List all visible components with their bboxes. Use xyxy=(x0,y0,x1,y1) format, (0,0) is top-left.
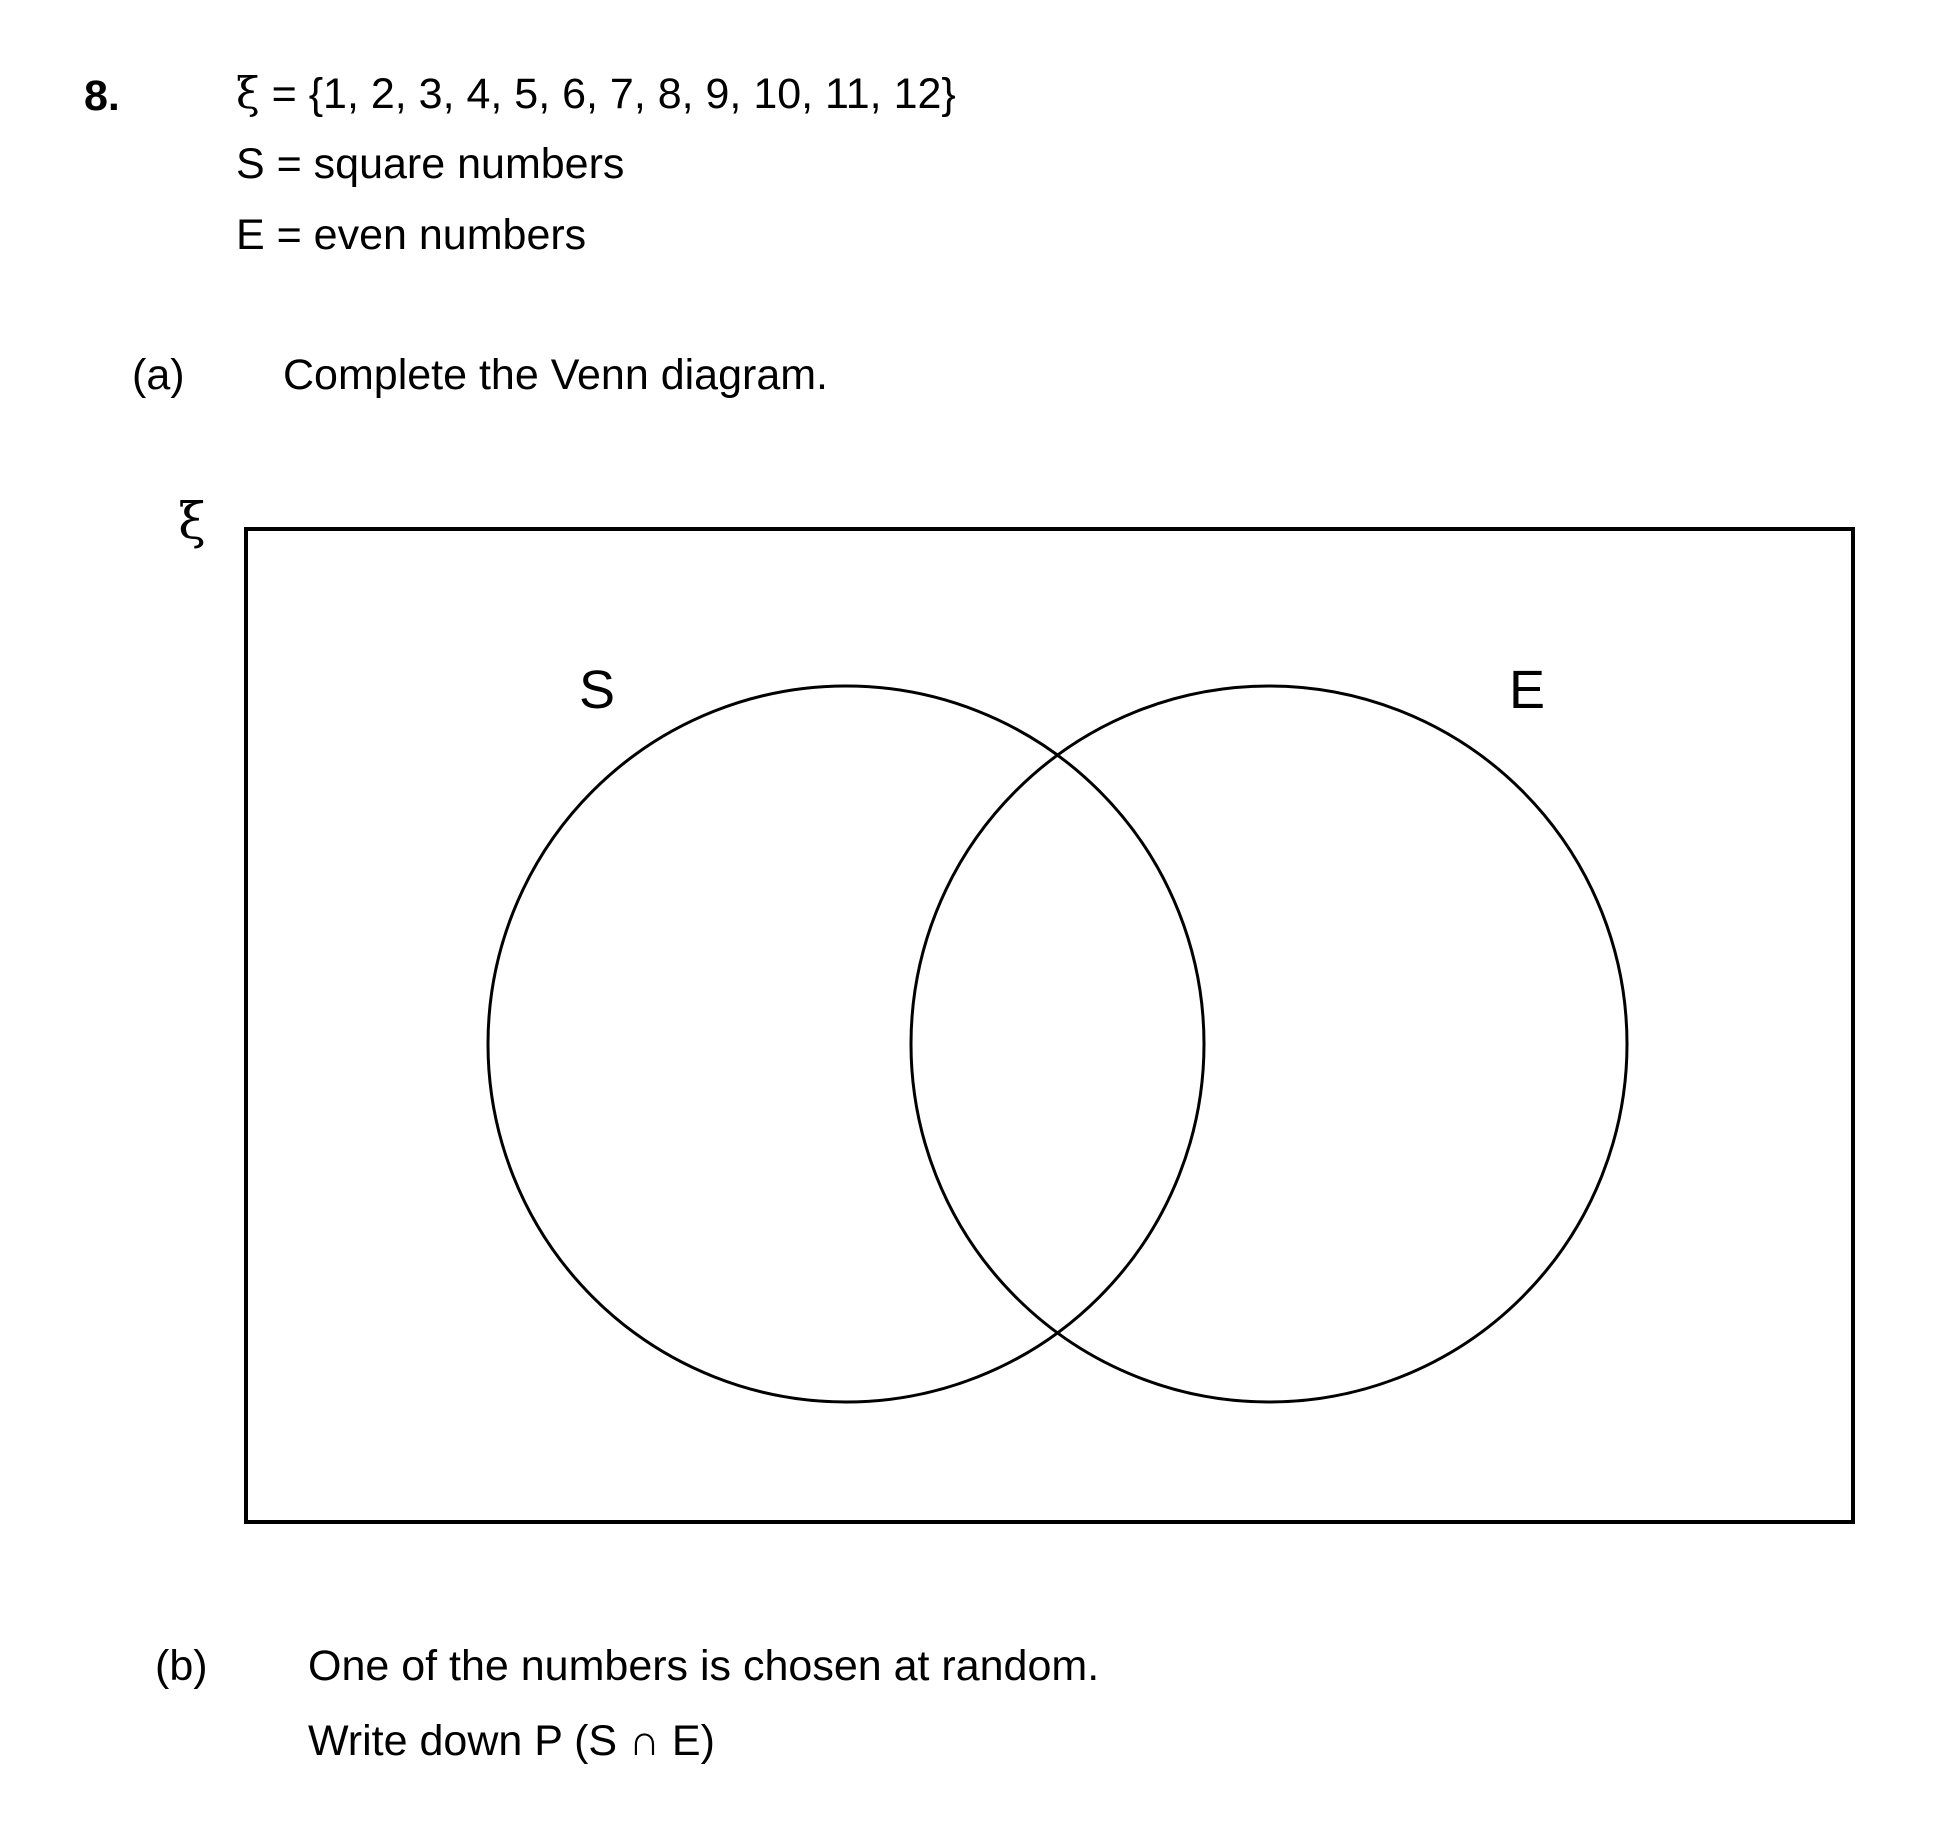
xi-symbol: ξ xyxy=(236,69,260,119)
set-s-circle[interactable] xyxy=(488,686,1204,1402)
part-a-instruction: Complete the Venn diagram. xyxy=(283,351,828,399)
set-e-definition: E = even numbers xyxy=(236,211,587,259)
set-e-label: E xyxy=(1508,660,1546,720)
set-e-circle[interactable] xyxy=(911,686,1627,1402)
universal-set-elements: = {1, 2, 3, 4, 5, 6, 7, 8, 9, 10, 11, 12} xyxy=(259,70,956,118)
set-s-definition: S = square numbers xyxy=(236,140,625,188)
diagram-universal-symbol: ξ xyxy=(178,492,206,550)
part-a-label: (a) xyxy=(132,351,185,399)
probability-suffix: E) xyxy=(659,1717,715,1765)
probability-prefix: Write down P (S xyxy=(308,1717,630,1765)
question-number: 8. xyxy=(84,72,120,120)
part-b-label: (b) xyxy=(155,1642,208,1690)
part-b-line1: One of the numbers is chosen at random. xyxy=(308,1642,1100,1690)
set-s-label: S xyxy=(578,660,616,720)
intersection-symbol: ∩ xyxy=(629,1717,660,1765)
part-b-line2 xyxy=(308,1717,715,1765)
